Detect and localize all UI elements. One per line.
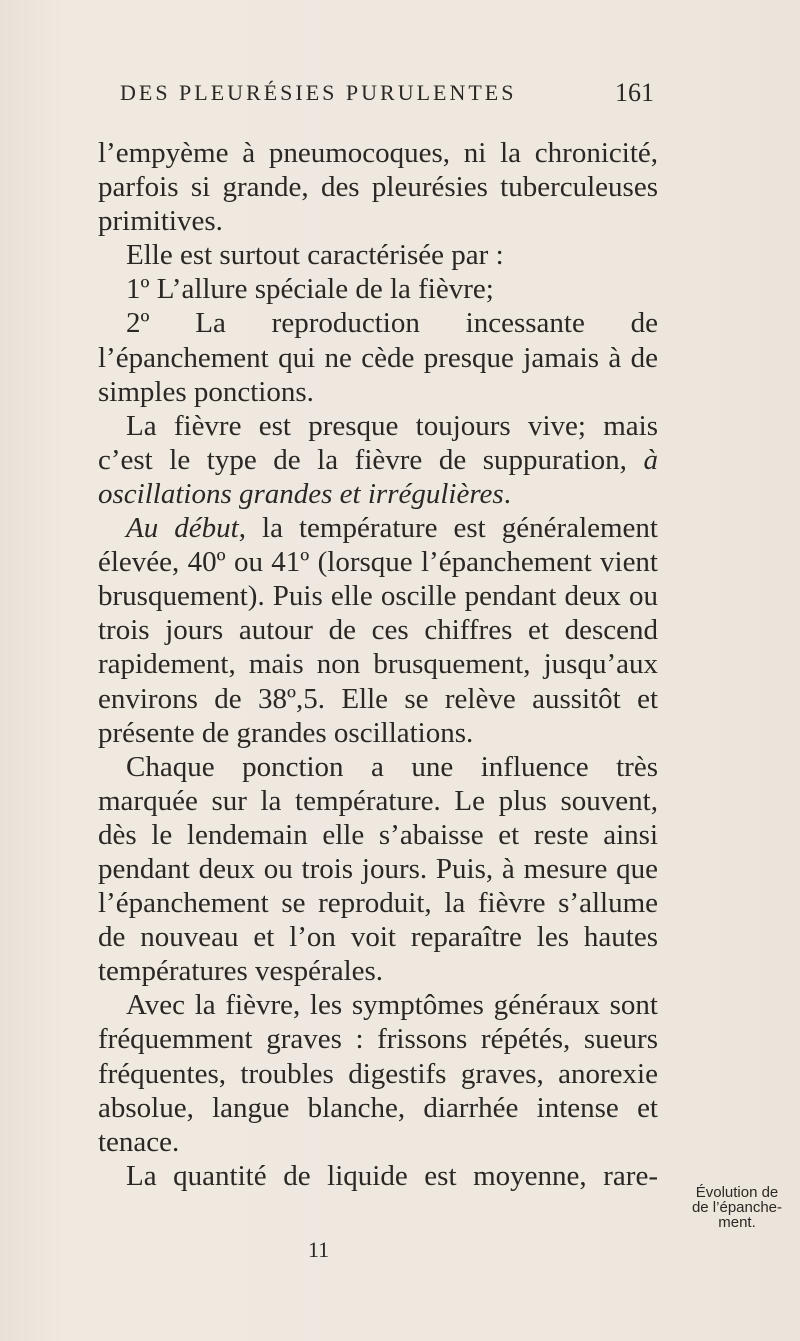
- marginal-note: [678, 1185, 796, 1230]
- running-title: DES PLEURÉSIES PURULENTES: [120, 80, 517, 105]
- page-number: 161: [615, 78, 654, 107]
- body-text: [98, 136, 658, 1193]
- paragraph-symptomes: Avec la fièvre, les symptômes généraux sont fréquemment graves : frissons répétés, sueurs fréquentes, troubles digestifs graves, anorexie absolue, langue blanche, diarrhée intense et tenace.: [98, 989, 658, 1158]
- paragraph-fievre: [98, 409, 658, 511]
- paragraph-fievre-italic: à oscillations grandes et irrégulières: [98, 443, 658, 510]
- paragraph-debut-italic: Au début: [126, 512, 239, 545]
- paragraph-caracterisee: Elle est surtout caractérisée par :: [126, 239, 504, 272]
- paragraph-fievre-end: .: [503, 477, 511, 510]
- marginal-note-line: Évolution de: [695, 1184, 779, 1201]
- paragraph-ponction: Chaque ponction a une influence très marquée sur la température. Le plus souvent, dès le lendemain elle s’abaisse et reste ainsi pendant deux ou trois jours. Puis, à mesure que l’épanchement se reproduit, la fièvre s’allume de nouveau et l’on voit reparaître les hautes températures vespérales.: [98, 750, 658, 988]
- paragraph-point-1: 1º L’allure spéciale de la fièvre;: [126, 273, 494, 306]
- paragraph-fievre-text: La fièvre est presque toujours vive; mais c’est le type de la fièvre de suppuration,: [98, 409, 658, 476]
- paragraph-empyeme: l’empyème à pneumocoques, ni la chronicité, parfois si grande, des pleurésies tuberculeuses primitives.: [98, 137, 658, 238]
- paragraph-debut-text: , la température est généralement élevée, 40º ou 41º (lorsque l’épanchement vient brusquement). Puis elle oscille pendant deux ou trois jours autour de ces chiffres et descend rapidement, mais non brusquement, jusqu’aux environs de 38º,5. Elle se relève aussitôt et présente de grandes oscillations.: [98, 512, 658, 749]
- paragraph-quantite: La quantité de liquide est moyenne, rare-: [126, 1159, 658, 1192]
- marginal-note-line: ment.: [718, 1214, 756, 1231]
- paragraph-point-2: 2º La reproduction incessante de l’épanchement qui ne cède presque jamais à de simples ponctions.: [98, 307, 658, 408]
- running-head: [98, 80, 658, 110]
- marginal-note-line: de l’épanche-: [691, 1199, 783, 1216]
- signature-mark: 11: [308, 1237, 330, 1262]
- paragraph-debut: [98, 511, 658, 750]
